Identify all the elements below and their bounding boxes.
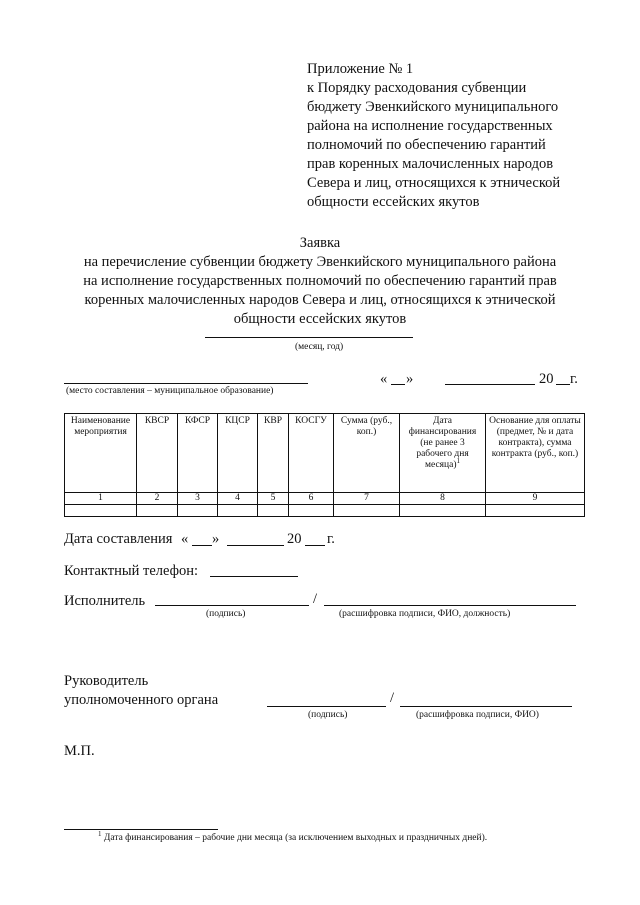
column-number: 5 [258, 493, 289, 505]
appendix-line: прав коренных малочисленных народов [307, 156, 554, 172]
table-cell[interactable] [218, 505, 258, 517]
compiled-date-label: Дата составления [64, 531, 173, 547]
table-cell[interactable] [289, 505, 334, 517]
appendix-line: к Порядку расходования субвенции [307, 80, 527, 96]
table-cell[interactable] [400, 505, 486, 517]
compiled-month-field[interactable] [227, 545, 284, 546]
appendix-line: полномочий по обеспечению гарантий [307, 137, 546, 153]
table-header: Наименование мероприятия [65, 414, 137, 493]
place-field[interactable] [64, 383, 308, 384]
appendix-line: бюджету Эвенкийского муниципального [307, 99, 559, 115]
head-separator: / [390, 690, 395, 706]
footnote-text: Дата финансирования – рабочие дни месяца (за исключением выходных и праздничных дней). [103, 833, 488, 843]
table-header: КОСГУ [289, 414, 334, 493]
year-prefix-top: 20 [539, 371, 554, 387]
subtitle-line: общности ессейских якутов [233, 311, 407, 327]
column-number: 9 [486, 493, 585, 505]
executor-signature-caption: (подпись) [206, 609, 246, 619]
document-subtitle [60, 253, 580, 329]
day-field-top[interactable] [391, 384, 405, 385]
month-year-caption: (месяц, год) [295, 342, 344, 352]
appendix-line: района на исполнение государственных [307, 118, 553, 134]
table-cell[interactable] [486, 505, 585, 517]
column-number: 7 [334, 493, 400, 505]
head-label-line1: Руководитель [64, 673, 149, 689]
stamp-label: М.П. [64, 743, 95, 759]
executor-separator: / [313, 591, 318, 607]
table-number-row [65, 493, 585, 505]
executor-label: Исполнитель [64, 593, 146, 609]
executor-signature-field[interactable] [155, 605, 309, 606]
table-header: КЦСР [218, 414, 258, 493]
table-header-text: Дата финансирования (не ранее 3 рабочего дня месяца) [408, 416, 477, 470]
compiled-quote-open: « [181, 531, 189, 547]
subtitle-line: на перечисление субвенции бюджету Эвенкийского муниципального района [83, 254, 557, 270]
table-header: КФСР [178, 414, 218, 493]
column-number: 3 [178, 493, 218, 505]
head-signature-caption: (подпись) [308, 710, 348, 720]
column-number: 6 [289, 493, 334, 505]
head-decoding-caption: (расшифровка подписи, ФИО) [416, 710, 539, 720]
month-year-field[interactable] [205, 337, 413, 338]
footnote-mark: 1 [456, 456, 460, 465]
table-header-financing-date [400, 414, 486, 493]
column-number: 4 [218, 493, 258, 505]
compiled-year-prefix: 20 [287, 531, 302, 547]
table-row[interactable] [65, 505, 585, 517]
footnote [98, 829, 488, 843]
table-cell[interactable] [65, 505, 137, 517]
table-cell[interactable] [334, 505, 400, 517]
appendix-block [307, 60, 607, 212]
subtitle-line: коренных малочисленных народов Севера и лиц, относящихся к этнической [84, 292, 556, 308]
document-title: Заявка [299, 235, 341, 251]
subtitle-line: на исполнение государственных полномочий по обеспечению гарантий прав [83, 273, 557, 289]
compiled-quote-close: » [212, 531, 220, 547]
contact-phone-label: Контактный телефон: [64, 563, 199, 579]
table-header-row [65, 414, 585, 493]
table-header: Основание для оплаты (предмет, № и дата контракта), сумма контракта (руб., коп.) [486, 414, 585, 493]
appendix-line: Приложение № 1 [307, 61, 414, 77]
table-header: КВСР [137, 414, 178, 493]
compiled-year-field[interactable] [305, 545, 325, 546]
quote-close-top: » [406, 371, 414, 387]
compiled-year-suffix: г. [327, 531, 335, 547]
column-number: 8 [400, 493, 486, 505]
year-suffix-top: г. [570, 371, 578, 387]
contact-phone-field[interactable] [210, 576, 298, 577]
table-cell[interactable] [137, 505, 178, 517]
place-caption: (место составления – муниципальное образование) [66, 386, 274, 396]
column-number: 1 [65, 493, 137, 505]
column-number: 2 [137, 493, 178, 505]
month-field-top[interactable] [445, 384, 535, 385]
table-header: Сумма (руб., коп.) [334, 414, 400, 493]
year-field-top[interactable] [556, 384, 570, 385]
footnote-divider [64, 829, 218, 830]
executor-decoding-caption: (расшифровка подписи, ФИО, должность) [339, 609, 511, 619]
footnote-mark: 1 [98, 829, 102, 838]
compiled-day-field[interactable] [192, 545, 212, 546]
appendix-line: общности ессейских якутов [307, 194, 480, 210]
quote-open: « [380, 371, 388, 387]
head-label-line2: уполномоченного органа [64, 692, 219, 708]
table-cell[interactable] [258, 505, 289, 517]
executor-decoding-field[interactable] [324, 605, 576, 606]
head-decoding-field[interactable] [400, 706, 572, 707]
table-cell[interactable] [178, 505, 218, 517]
table-header: КВР [258, 414, 289, 493]
request-table [64, 413, 585, 517]
head-signature-field[interactable] [267, 706, 386, 707]
appendix-line: Севера и лиц, относящихся к этнической [307, 175, 561, 191]
date-line-top [380, 370, 387, 388]
